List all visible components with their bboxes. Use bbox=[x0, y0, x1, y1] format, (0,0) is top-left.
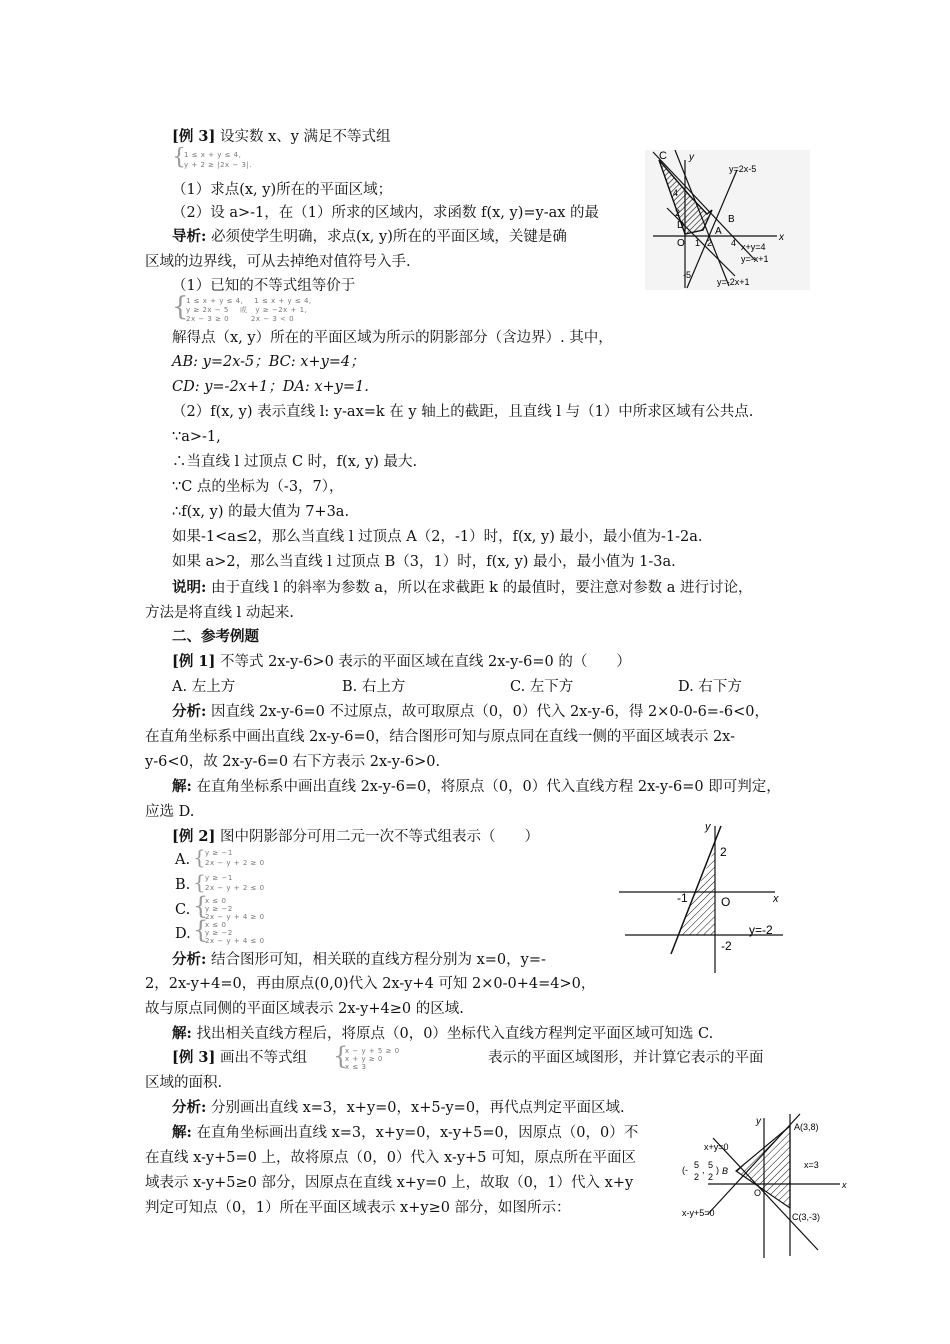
analysis-label: 分析: bbox=[172, 703, 207, 720]
ex2-option-a-line1: y ≥ −1 bbox=[205, 849, 233, 857]
ex3-q2: （2）设 a>-1，在（1）所求的区域内，求函数 f(x, y)=y-ax 的最 bbox=[172, 205, 600, 221]
ex3-system-line2: y + 2 ≥ |2x − 3|. bbox=[184, 161, 253, 169]
example-tag: [例 3] bbox=[172, 1049, 216, 1066]
ex3b-pre: 画出不等式组 bbox=[219, 1050, 307, 1066]
label-y: y bbox=[689, 152, 694, 163]
note-text: 由于直线 l 的斜率为参数 a，所以在求截距 k 的最值时，要注意对参数 a 进行讨论， bbox=[210, 580, 753, 596]
ex3-guide bbox=[172, 227, 567, 247]
analysis-text: 结合图形可知，相关联的直线方程分别为 x=0，y=- bbox=[210, 952, 546, 968]
ex3-s7: ∵C 点的坐标为（-3，7）， bbox=[172, 479, 344, 495]
ex3-s5: ∵a>-1, bbox=[172, 429, 221, 445]
ex3-system2-line3: 2x − 3 ≥ 0 2x − 3 < 0 bbox=[186, 315, 295, 323]
analysis-text: 分别画出直线 x=3，x+y=0，x+5-y=0，再代点判定平面区域. bbox=[210, 1100, 625, 1116]
ex3-s3: CD: y=-2x+1；DA: x+y=1. bbox=[172, 379, 369, 395]
ex2-option-c-line3: 2x − y + 4 ≥ 0 bbox=[205, 913, 265, 921]
ex3-s9: 如果-1<a≤2，那么当直线 l 过顶点 A（2，-1）时，f(x, y) 最小，最小值为-1-2a. bbox=[172, 529, 703, 545]
solution-label: 解: bbox=[172, 1124, 192, 1141]
ex3-s10: 如果 a>2，那么当直线 l 过顶点 B（3，1）时，f(x, y) 最小，最小值为 1-3a. bbox=[172, 554, 676, 570]
ex1-analysis-2: 在直角坐标系中画出直线 2x-y-6=0，结合图形可知与原点同在直线一侧的平面区域表示 2x- bbox=[145, 729, 736, 745]
ex3-s8: ∴f(x, y) 的最大值为 7+3a. bbox=[172, 504, 350, 520]
section-heading: 二、参考例题 bbox=[172, 628, 259, 645]
example-tag: [例 2] bbox=[172, 828, 216, 845]
ex3b-system-line1: x − y + 5 ≥ 0 bbox=[345, 1047, 400, 1055]
ex2-question bbox=[172, 827, 539, 847]
system-brace: { bbox=[172, 145, 186, 170]
region-graph-1 bbox=[645, 150, 810, 290]
label-y: y bbox=[756, 1116, 761, 1127]
ex3-q1: （1）求点(x, y)所在的平面区域； bbox=[172, 182, 393, 198]
ex3-s1: 解得点（x, y）所在的平面区域为所示的阴影部分（含边界）. 其中， bbox=[172, 330, 613, 346]
ex3b-question bbox=[172, 1048, 307, 1068]
guide-text: 必须使学生明确，求点(x, y)所在的平面区域，关键是确 bbox=[210, 229, 567, 245]
label-B-close: ) bbox=[716, 1165, 719, 1175]
ex3-s2: AB: y=2x-5；BC: x+y=4； bbox=[172, 354, 365, 370]
ex3-system2-line2: y ≥ 2x − 5 或 y ≥ −2x + 1, bbox=[186, 306, 308, 314]
ex1-option-d: D. 右下方 bbox=[678, 679, 742, 695]
label-B: B bbox=[722, 1166, 729, 1176]
brace-b: { bbox=[193, 870, 206, 894]
solution-label: 解: bbox=[172, 1025, 192, 1042]
label-B-comma: , bbox=[702, 1165, 705, 1175]
ex3b-solution-4: 判定可知点（0，1）所在平面区域表示 x+y≥0 部分，如图所示： bbox=[145, 1200, 571, 1216]
ex3-guide-text2: 区域的边界线，可从去掉绝对值符号入手. bbox=[145, 254, 411, 270]
ex2-option-b-line1: y ≥ −1 bbox=[205, 874, 233, 882]
ex1-option-c: C. 左下方 bbox=[510, 679, 574, 695]
solution-text: 在直角坐标系中画出直线 2x-y-6=0，将原点（0，0）代入直线方程 2x-y-6=0 即可判定， bbox=[196, 779, 781, 795]
ex3b-system-line3: x ≤ 3 bbox=[345, 1063, 367, 1071]
label-line-x-3: x=3 bbox=[804, 1160, 819, 1170]
brace-ex3b: { bbox=[333, 1042, 349, 1070]
label-line-y-2x-5: y=2x-5 bbox=[729, 164, 757, 174]
ex2-option-c-line2: y ≥ −2 bbox=[205, 905, 233, 913]
label-B-num2: 5 bbox=[708, 1160, 714, 1170]
region-graph-2 bbox=[615, 818, 790, 976]
label-line-x-plus-y-4: x+y=4 bbox=[741, 242, 766, 252]
label-A: A bbox=[715, 226, 722, 237]
label-line-y-neg-x-plus-1: y=-x+1 bbox=[741, 254, 769, 264]
ex2-option-a: A. bbox=[175, 852, 191, 868]
brace-d: { bbox=[193, 916, 209, 944]
ex2-option-d-line1: x ≤ 0 bbox=[205, 921, 227, 929]
region-graph-3 bbox=[678, 1110, 853, 1260]
brace-a: { bbox=[193, 845, 206, 869]
ex1-solution-2: 应选 D. bbox=[145, 804, 195, 820]
ex2-option-c: C. bbox=[175, 902, 191, 918]
ex3-note-text2: 方法是将直线 l 动起来. bbox=[145, 605, 294, 621]
analysis-text: 因直线 2x-y-6=0 不过原点，故可取原点（0，0）代入 2x-y-6，得 2×0-0-6=-6<0， bbox=[210, 704, 769, 720]
label-neg1: -1 bbox=[677, 891, 688, 905]
label-line-y-neg-2x-plus-1: y=-2x+1 bbox=[717, 277, 750, 287]
label-2: 2 bbox=[720, 845, 727, 859]
ex1-solution bbox=[172, 777, 781, 797]
ex1-option-a: A. 左上方 bbox=[172, 679, 236, 695]
label-2x: 2 bbox=[707, 238, 713, 248]
label-B-den2: 2 bbox=[708, 1172, 714, 1182]
ex3-s6: ∴当直线 l 过顶点 C 时，f(x, y) 最大. bbox=[172, 454, 418, 470]
ex3-s4: （2）f(x, y) 表示直线 l: y-ax=k 在 y 轴上的截距，且直线 l 与（1）中所求区域有公共点. bbox=[172, 404, 754, 420]
ex2-option-a-line2: 2x − y + 2 ≥ 0 bbox=[205, 859, 265, 867]
brace-c: { bbox=[193, 892, 209, 920]
label-4x: 4 bbox=[731, 238, 737, 248]
ex1-question bbox=[172, 652, 631, 672]
solution-text: 在直角坐标画出直线 x=3，x+y=0，x-y+5=0，因原点（0，0）不 bbox=[196, 1125, 639, 1141]
label-1: 1 bbox=[695, 238, 701, 248]
analysis-label: 分析: bbox=[172, 951, 207, 968]
ex2-option-b: B. bbox=[175, 877, 191, 893]
solution-text: 找出相关直线方程后，将原点（0，0）坐标代入直线方程判定平面区域可知选 C. bbox=[196, 1026, 714, 1042]
note-label: 说明: bbox=[172, 579, 207, 596]
label-x: x bbox=[779, 232, 784, 243]
label-B-den1: 2 bbox=[694, 1172, 700, 1182]
ex2-option-c-line1: x ≤ 0 bbox=[205, 897, 227, 905]
label-neg5: -5 bbox=[683, 270, 692, 280]
ex2-analysis-3: 故与原点同侧的平面区域表示 2x-y+4≥0 的区域. bbox=[145, 1001, 464, 1017]
ex2-solution bbox=[172, 1024, 713, 1044]
label-line-x-minus-y-plus-5: x-y+5=0 bbox=[682, 1208, 715, 1218]
label-4: 4 bbox=[673, 188, 679, 198]
label-y: y bbox=[705, 821, 711, 833]
ex3-note bbox=[172, 578, 752, 598]
label-2: 2 bbox=[675, 208, 681, 218]
label-O: O bbox=[754, 1188, 762, 1198]
ex2-analysis-2: 2，2x-y+4=0，再由原点(0,0)代入 2x-y+4 可知 2×0-0+4=4>0， bbox=[145, 976, 596, 992]
ex1-text: 不等式 2x-y-6>0 表示的平面区域在直线 2x-y-6=0 的（ ） bbox=[219, 654, 631, 670]
ex1-option-b: B. 右上方 bbox=[342, 679, 406, 695]
ex3b-solution-2: 在直线 x-y+5=0 上，故将原点（0，0）代入 x-y+5 可知，原点所在平面区 bbox=[145, 1150, 637, 1166]
label-line-x-plus-y-0: x+y=0 bbox=[704, 1142, 729, 1152]
ex1-analysis bbox=[172, 702, 769, 722]
ex3b-solution bbox=[172, 1123, 638, 1143]
ex2-option-d-line2: y ≥ −2 bbox=[205, 929, 233, 937]
ex3b-system-line2: x + y ≥ 0 bbox=[345, 1055, 383, 1063]
ex2-text: 图中阴影部分可用二元一次不等式组表示（ ） bbox=[219, 829, 539, 845]
ex3-system2-line1: 1 ≤ x + y ≤ 4, 1 ≤ x + y ≤ 4, bbox=[186, 297, 312, 305]
ex2-option-d-line3: 2x − y + 4 ≤ 0 bbox=[205, 937, 265, 945]
solution-label: 解: bbox=[172, 778, 192, 795]
label-O: O bbox=[677, 238, 685, 249]
label-B: B bbox=[728, 214, 735, 225]
ex3-system-line1: 1 ≤ x + y ≤ 4, bbox=[184, 151, 242, 159]
analysis-label: 分析: bbox=[172, 1099, 207, 1116]
ex2-analysis bbox=[172, 950, 546, 970]
label-O: O bbox=[721, 895, 731, 909]
label-x: x bbox=[773, 893, 779, 905]
ex3b-solution-3: 域表示 x-y+5≥0 部分，因原点在直线 x+y=0 上，故取（0，1）代入 x+y bbox=[145, 1175, 634, 1191]
label-line-y-neg2: y=-2 bbox=[749, 923, 773, 937]
ex3-title bbox=[172, 127, 391, 147]
system2-brace: { bbox=[172, 292, 189, 322]
label-x: x bbox=[842, 1180, 847, 1190]
ex3b-line2: 区域的面积. bbox=[145, 1075, 223, 1091]
ex1-analysis-3: y-6<0，故 2x-y-6=0 右下方表示 2x-y-6>0. bbox=[145, 754, 441, 770]
label-C: C bbox=[659, 150, 667, 162]
label-A: A(3,8) bbox=[794, 1122, 819, 1132]
ex3-title-text: 设实数 x、y 满足不等式组 bbox=[219, 129, 391, 145]
ex3b-analysis bbox=[172, 1098, 625, 1118]
example-tag: [例 1] bbox=[172, 653, 216, 670]
label-neg2: -2 bbox=[721, 939, 732, 953]
ex2-option-d: D. bbox=[175, 926, 191, 942]
guide-label: 导析: bbox=[172, 228, 207, 245]
example-tag: [例 3] bbox=[172, 128, 216, 145]
label-C: C(3,-3) bbox=[792, 1212, 821, 1222]
label-B-open: (- bbox=[682, 1165, 688, 1175]
ex2-option-b-line2: 2x − y + 2 ≤ 0 bbox=[205, 884, 265, 892]
label-D: D bbox=[677, 220, 685, 231]
ex3b-post: 表示的平面区域图形，并计算它表示的平面 bbox=[488, 1050, 764, 1066]
shaded-region bbox=[736, 1126, 790, 1208]
ex3-sol1: （1）已知的不等式组等价于 bbox=[172, 278, 356, 294]
label-B-num1: 5 bbox=[694, 1160, 700, 1170]
